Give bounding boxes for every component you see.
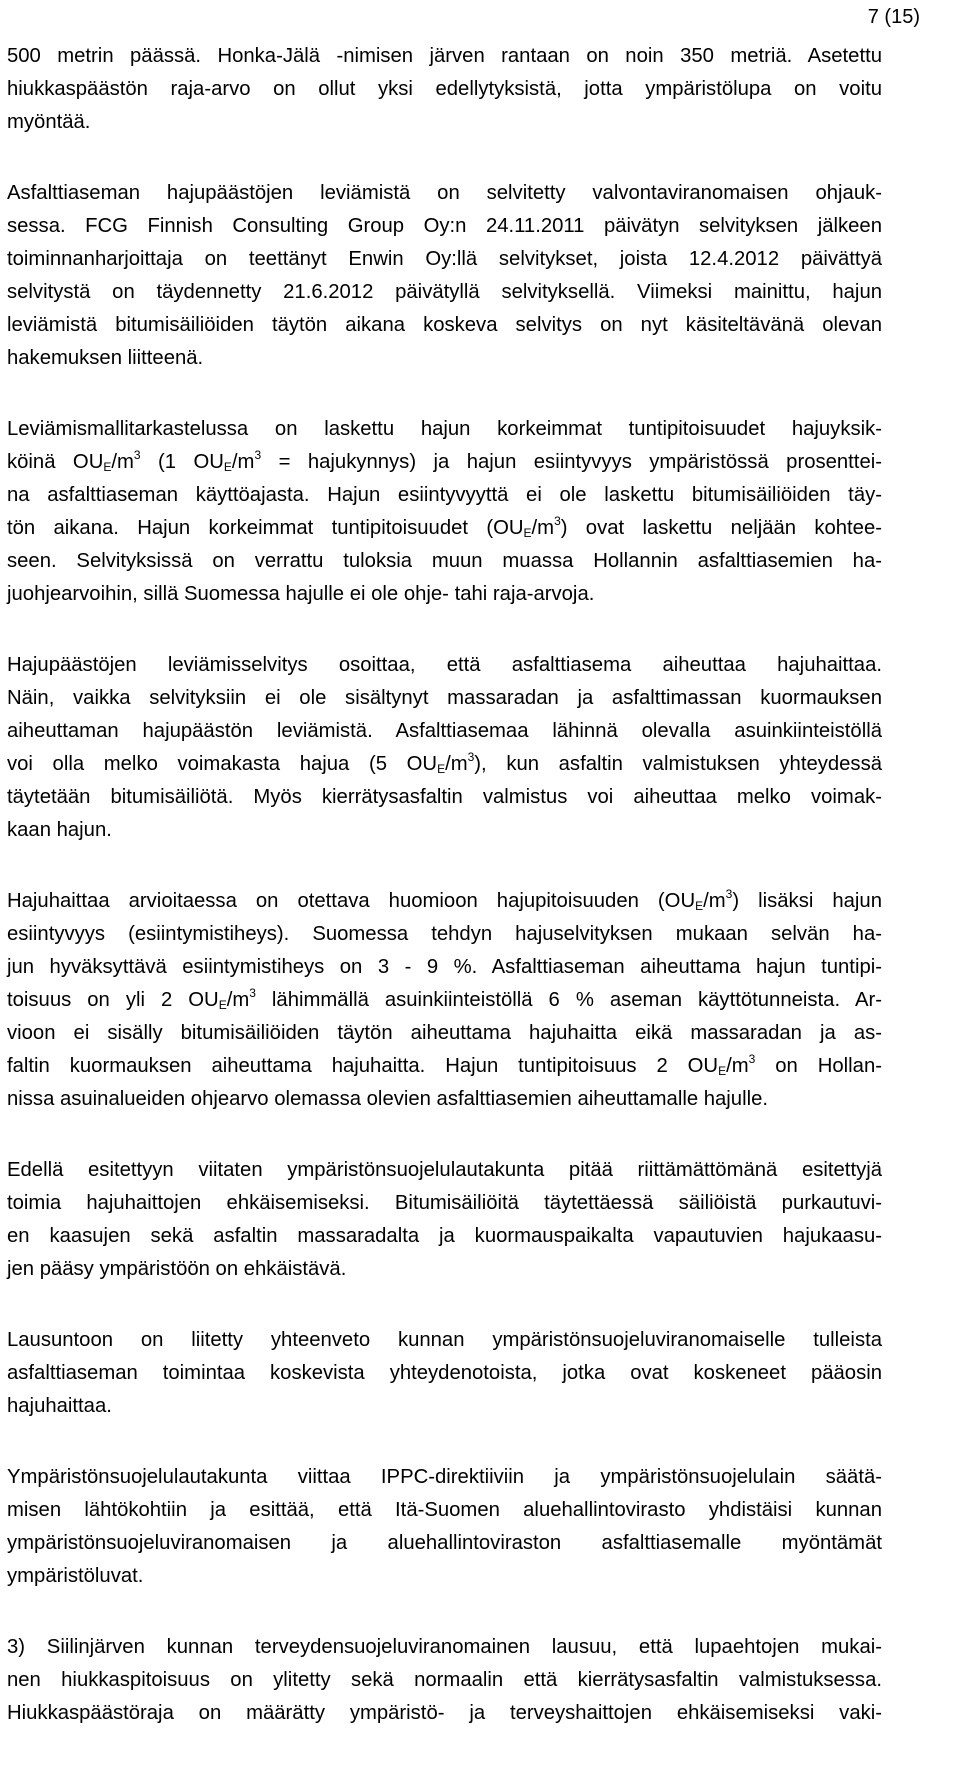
paragraph xyxy=(7,413,882,611)
paragraph xyxy=(7,40,882,139)
text-line: Näin, vaikka selvityksiin ei ole sisältynyt massaradan ja asfalttimassan kuormauksen xyxy=(7,687,882,709)
text-line: misen lähtökohtiin ja esittää, että Itä-Suomen aluehallintovirasto yhdistäisi kunnan xyxy=(7,1499,882,1521)
paragraph xyxy=(7,1631,882,1730)
text-line: Hiukkaspäästöraja on määrätty ympäristö- ja terveyshaittojen ehkäisemiseksi vaki- xyxy=(7,1702,882,1724)
text-line: selvitystä on täydennetty 21.6.2012 päivätyllä selvityksellä. Viimeksi mainittu, hajun xyxy=(7,281,882,303)
superscript: 3 xyxy=(254,448,262,462)
text-line: juohjearvoihin, sillä Suomessa hajulle ei ole ohje- tahi raja-arvoja. xyxy=(7,583,595,605)
text-line: vioon ei sisälly bitumisäiliöiden täytön aiheuttama hajuhaitta eikä massaradan ja as- xyxy=(7,1022,882,1044)
text-line: faltin kuormauksen aiheuttama hajuhaitta. Hajun tuntipitoisuus 2 $OU_E/m^3$ on Hollan- xyxy=(7,1052,882,1078)
text-line: esiintyvyys (esiintymistiheys). Suomessa tehdyn hajuselvityksen mukaan selvän ha- xyxy=(7,923,882,945)
text-line: tön aikana. Hajun korkeimmat tuntipitoisuudet $(OU_E/m^3)$ ovat laskettu neljään kohtee- xyxy=(7,514,882,540)
text-line: myöntää. xyxy=(7,111,91,133)
superscript: 3 xyxy=(133,448,141,462)
text-line: ympäristöluvat. xyxy=(7,1565,144,1587)
text-line: Lausuntoon on liitetty yhteenveto kunnan ympäristönsuojeluviranomaiselle tulleista xyxy=(7,1329,882,1351)
subscript: E xyxy=(695,899,704,913)
text-line: 3) Siilinjärven kunnan terveydensuojeluviranomainen lausuu, että lupaehtojen mukai- xyxy=(7,1636,882,1658)
paragraph xyxy=(7,885,882,1116)
text-line: leviämistä bitumisäiliöiden täytön aikana koskeva selvitys on nyt käsiteltävänä olevan xyxy=(7,314,882,336)
page-number: 7 (15) xyxy=(867,6,920,28)
text-line: na asfalttiaseman käyttöajasta. Hajun esiintyvyyttä ei ole laskettu bitumisäiliöiden täy- xyxy=(7,484,882,506)
superscript: 3 xyxy=(725,887,733,901)
text-line: en kaasujen sekä asfaltin massaradalta ja kuormauspaikalta vapautuvien hajukaasu- xyxy=(7,1225,882,1247)
text-line: köinä $OU_E/m^3$ (1 $OU_E/m^3$ = hajukynnys) ja hajun esiintyvyys ympäristössä prosenttei- xyxy=(7,448,882,474)
text-line: toiminnanharjoittaja on teettänyt Enwin Oy:llä selvitykset, joista 12.4.2012 päivättyä xyxy=(7,248,882,270)
paragraph xyxy=(7,1324,882,1423)
text-line: täytetään bitumisäiliötä. Myös kierrätysasfaltin valmistus voi aiheuttaa melko voimak- xyxy=(7,786,882,808)
paragraph xyxy=(7,649,882,847)
superscript: 3 xyxy=(467,750,475,764)
superscript: 3 xyxy=(249,986,256,1000)
text-line: Hajuhaittaa arvioitaessa on otettava huomioon hajupitoisuuden $(OU_E/m^3)$ lisäksi hajun xyxy=(7,887,882,913)
text-line: asfalttiaseman toimintaa koskevista yhteydenotoista, jotka ovat koskeneet pääosin xyxy=(7,1362,882,1384)
subscript: E xyxy=(223,460,232,474)
text-line: nen hiukkaspitoisuus on ylitetty sekä normaalin että kierrätysasfaltin valmistuksessa. xyxy=(7,1669,882,1691)
text-line: hiukkaspäästön raja-arvo on ollut yksi edellytyksistä, jotta ympäristölupa on voitu xyxy=(7,78,882,100)
text-line: kaan hajun. xyxy=(7,819,112,841)
text-line: nissa asuinalueiden ohjearvo olemassa olevien asfalttiasemien aiheuttamalle hajulle. xyxy=(7,1088,769,1110)
document-body xyxy=(7,40,882,1768)
paragraph xyxy=(7,177,882,375)
text-line: Leviämismallitarkastelussa on laskettu hajun korkeimmat tuntipitoisuudet hajuyksik- xyxy=(7,418,882,440)
superscript: 3 xyxy=(554,514,561,528)
subscript: E xyxy=(523,526,532,540)
text-line: jun hyväksyttävä esiintymistiheys on 3 - 9 %. Asfalttiaseman aiheuttama hajun tuntipi- xyxy=(7,956,882,978)
text-line: sessa. FCG Finnish Consulting Group Oy:n 24.11.2011 päivätyn selvityksen jälkeen xyxy=(7,215,882,237)
text-line: ympäristönsuojeluviranomaisen ja aluehallintoviraston asfalttiasemalle myöntämät xyxy=(7,1532,882,1554)
subscript: E xyxy=(218,998,227,1012)
text-line: jen pääsy ympäristöön on ehkäistävä. xyxy=(7,1258,347,1280)
paragraph xyxy=(7,1154,882,1286)
text-line: toisuus on yli 2 $OU_E/m^3$ lähimmällä asuinkiinteistöllä 6 % aseman käyttötunneista. Ar- xyxy=(7,986,882,1012)
text-line: hakemuksen liitteenä. xyxy=(7,347,204,369)
subscript: E xyxy=(718,1064,727,1078)
text-line: 500 metrin päässä. Honka-Jälä -nimisen järven rantaan on noin 350 metriä. Asetettu xyxy=(7,45,882,67)
text-line: voi olla melko voimakasta hajua (5 $OU_E/m^3$), kun asfaltin valmistuksen yhteydessä xyxy=(7,750,882,776)
text-line: Edellä esitettyyn viitaten ympäristönsuojelulautakunta pitää riittämättömänä esitettyjä xyxy=(7,1159,882,1181)
text-line: Ympäristönsuojelulautakunta viittaa IPPC-direktiiviin ja ympäristönsuojelulain säätä- xyxy=(7,1466,882,1488)
subscript: E xyxy=(103,460,112,474)
text-line: hajuhaittaa. xyxy=(7,1395,112,1417)
text-line: toimia hajuhaittojen ehkäisemiseksi. Bitumisäiliöitä täytettäessä säiliöistä purkautuvi- xyxy=(7,1192,882,1214)
subscript: E xyxy=(437,762,446,776)
paragraph xyxy=(7,1461,882,1593)
text-line: aiheuttaman hajupäästön leviämistä. Asfalttiasemaa lähinnä olevalla asuinkiinteistöllä xyxy=(7,720,882,742)
superscript: 3 xyxy=(748,1052,756,1066)
text-line: seen. Selvityksissä on verrattu tuloksia muun muassa Hollannin asfalttiasemien ha- xyxy=(7,550,882,572)
text-line: Asfalttiaseman hajupäästöjen leviämistä on selvitetty valvontaviranomaisen ohjauk- xyxy=(7,182,882,204)
text-line: Hajupäästöjen leviämisselvitys osoittaa, että asfalttiasema aiheuttaa hajuhaittaa. xyxy=(7,654,882,676)
